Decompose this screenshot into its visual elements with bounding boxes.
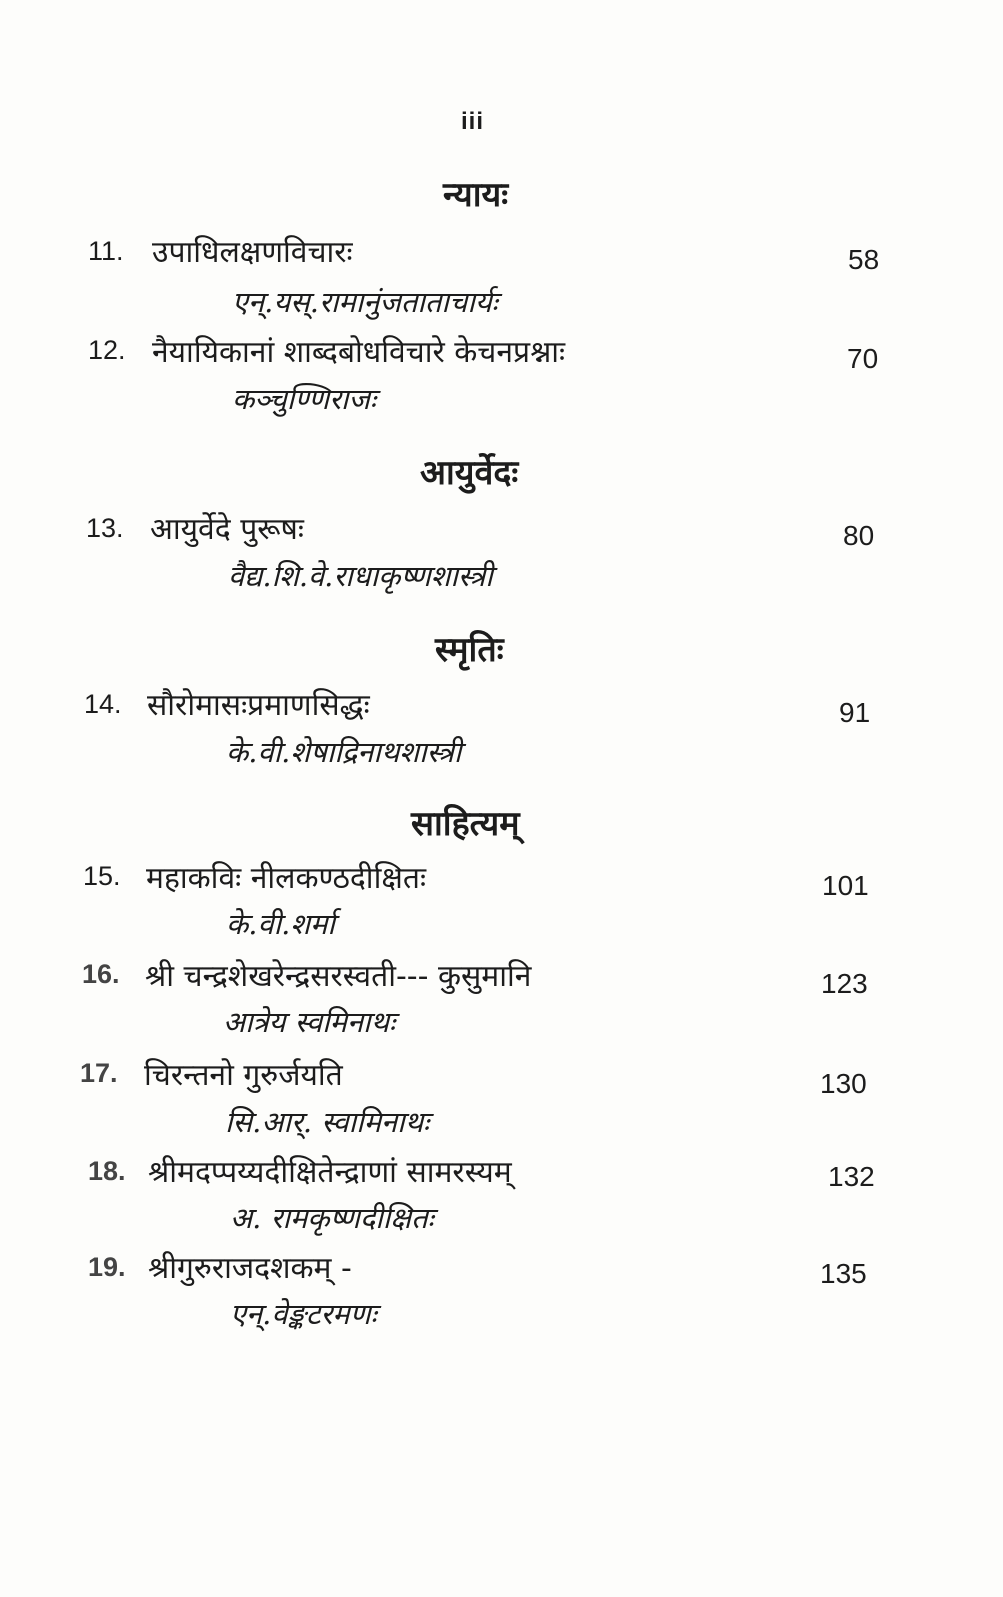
entry-author: वैद्य.शि.वे.राधाकृष्णशास्त्री: [228, 559, 493, 593]
section-heading-ayurveda: आयुर्वेदः: [420, 453, 519, 493]
entry-number: 11.: [88, 236, 124, 266]
entry-page-number: 135: [820, 1258, 867, 1289]
entry-number: 19.: [88, 1252, 126, 1282]
entry-title: उपाधिलक्षणविचारः: [152, 235, 353, 270]
entry-author: सि.आर्. स्वामिनाथः: [225, 1105, 430, 1139]
entry-page-number: 132: [828, 1161, 875, 1192]
entry-number: 17.: [80, 1058, 118, 1088]
entry-number: 16.: [82, 959, 120, 989]
entry-title: श्रीगुरुराजदशकम् -: [148, 1251, 352, 1286]
entry-author: के.वी.शेषाद्रिनाथशास्त्री: [226, 735, 462, 769]
entry-page-number: 80: [843, 520, 875, 551]
entry-title: सौरोमासःप्रमाणसिद्धः: [147, 688, 370, 723]
entry-page-number: 123: [821, 968, 868, 999]
entry-number: 12.: [88, 335, 126, 365]
entry-author: कञ्चुण्णिराजः: [232, 382, 376, 416]
entry-author: अ. रामकृष्णदीक्षितः: [230, 1201, 434, 1235]
entry-number: 13.: [86, 513, 124, 543]
entry-title: श्रीमदप्पय्यदीक्षितेन्द्राणां सामरस्यम्: [148, 1155, 512, 1190]
section-heading-sahityam: साहित्यम्: [411, 804, 520, 844]
entry-title: नैयायिकानां शाब्दबोधविचारे केचनप्रश्नाः: [152, 335, 566, 370]
entry-number: 18.: [88, 1156, 126, 1186]
entry-number: 14.: [84, 689, 122, 719]
entry-author: एन्.वेङ्कटरमणः: [230, 1297, 377, 1331]
section-heading-nyaya: न्यायः: [443, 175, 509, 215]
entry-page-number: 91: [839, 697, 871, 728]
entry-title: महाकविः नीलकण्ठदीक्षितः: [146, 861, 427, 896]
section-heading-smriti: स्मृतिः: [435, 630, 504, 670]
entry-title: आयुर्वेदे पुरूषः: [150, 512, 304, 547]
entry-page-number: 101: [822, 870, 869, 901]
entry-page-number: 70: [847, 343, 879, 374]
entry-page-number: 58: [848, 244, 880, 275]
entry-number: 15.: [83, 861, 121, 891]
entry-title: श्री चन्द्रशेखरेन्द्रसरस्वती--- कुसुमानि: [145, 959, 532, 994]
entry-page-number: 130: [820, 1068, 867, 1099]
entry-author: आत्रेय स्वमिनाथः: [223, 1005, 395, 1039]
entry-title: चिरन्तनो गुरुर्जयति: [144, 1058, 343, 1093]
page-number: iii: [460, 108, 484, 135]
entry-author: एन्.यस्.रामानुंजताताचार्यः: [232, 285, 498, 319]
entry-author: के.वी.शर्मा: [226, 907, 335, 941]
